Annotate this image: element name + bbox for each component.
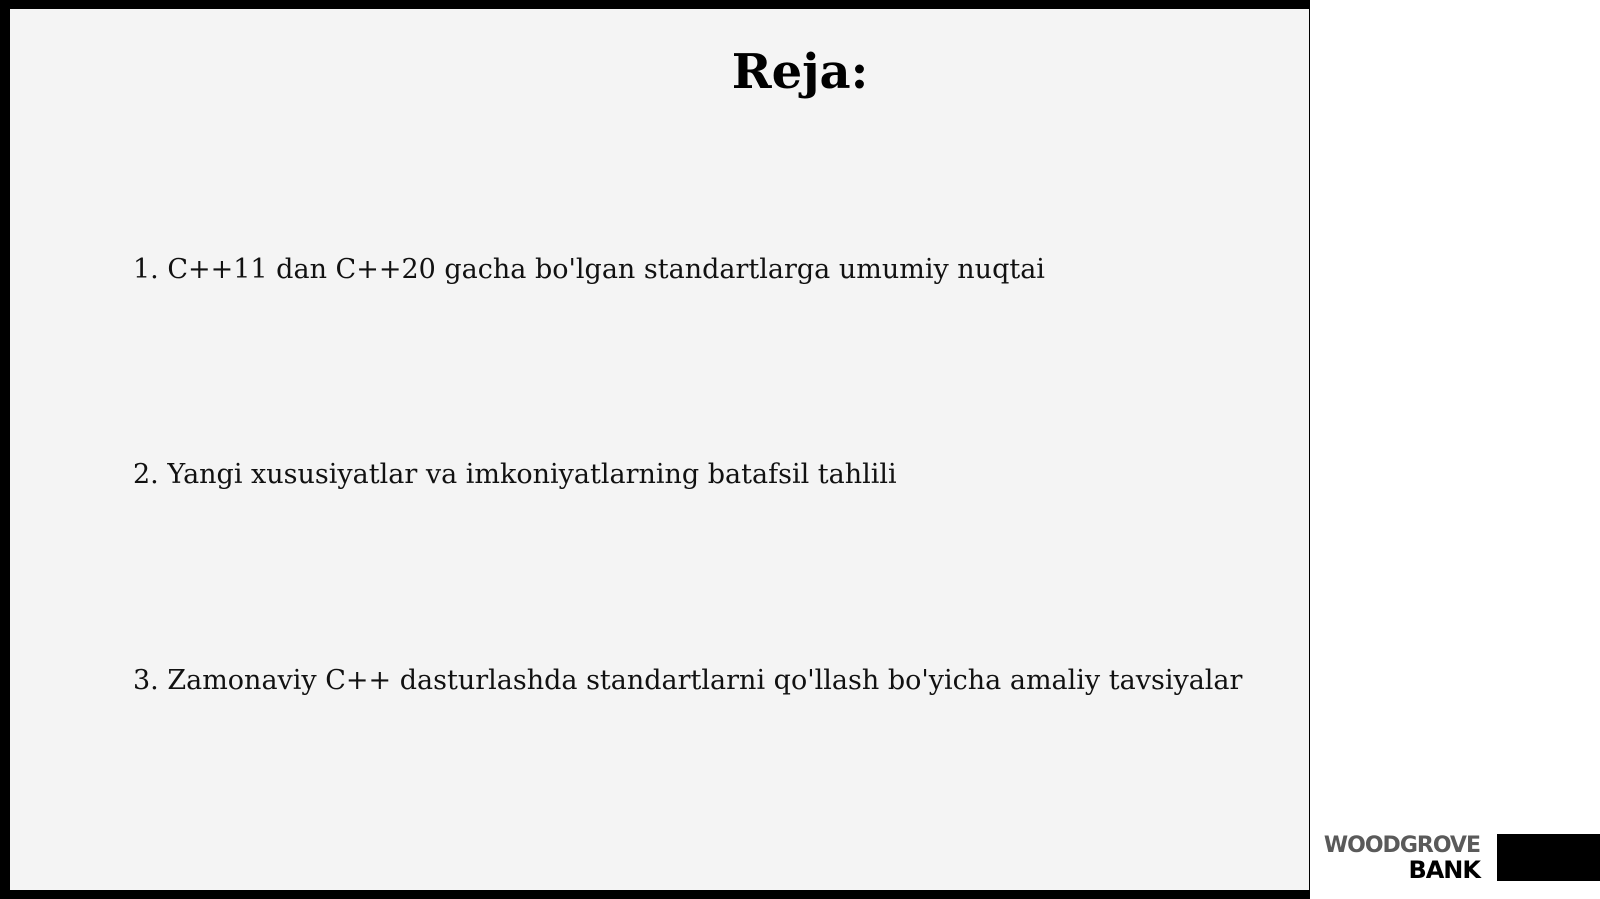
- logo-black-block: [1497, 834, 1600, 881]
- agenda-item-1: 1. C++11 dan C++20 gacha bo'lgan standartlarga umumiy nuqtai: [133, 254, 1045, 285]
- woodgrove-bank-logo: [1316, 834, 1480, 884]
- slide-canvas: [10, 9, 1309, 890]
- logo-text-woodgrove: WOODGROVE: [1323, 833, 1480, 858]
- logo-text-bank: BANK: [1408, 856, 1480, 884]
- slide-title: Reja:: [731, 44, 869, 100]
- agenda-item-2: 2. Yangi xususiyatlar va imkoniyatlarning batafsil tahlili: [133, 459, 897, 490]
- agenda-item-3: 3. Zamonaviy C++ dasturlashda standartlarni qo'llash bo'yicha amaliy tavsiyalar: [133, 665, 1243, 696]
